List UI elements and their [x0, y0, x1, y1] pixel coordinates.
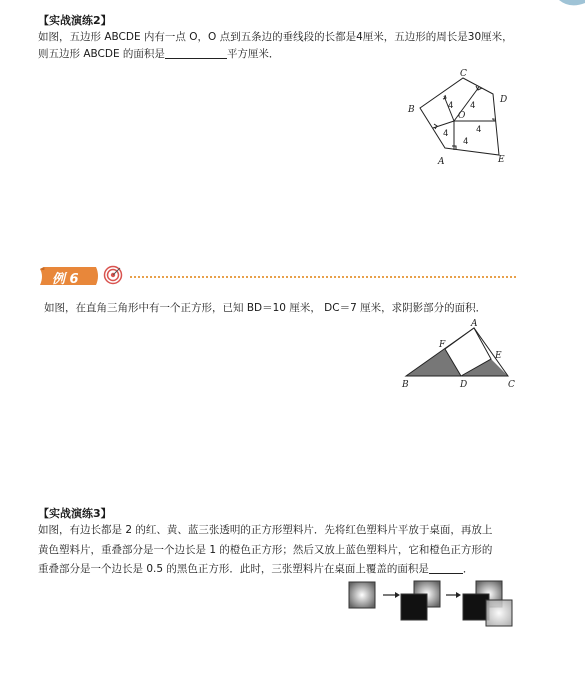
overlap-squares-figure: [346, 578, 518, 630]
example-label: 例 6: [52, 272, 79, 287]
length-4-a: 4: [448, 101, 454, 111]
label-A: A: [438, 157, 445, 167]
answer-blank: [429, 561, 463, 574]
practice2-line1: 如图，五边形 ABCDE 内有一点 O，O 点到五条边的垂线段的长都是4厘米，五边形的周长是30厘米，: [38, 31, 513, 43]
label-E: E: [498, 155, 505, 165]
arrow-icon: [446, 592, 461, 598]
arrow-icon: [383, 592, 400, 598]
blue-square: [486, 600, 512, 626]
length-4-d: 4: [443, 129, 449, 139]
target-icon: [103, 265, 123, 285]
practice2-line2: [38, 44, 279, 65]
length-4-e: 4: [463, 137, 469, 147]
pentagon-figure: [400, 64, 520, 176]
label-B: B: [402, 380, 409, 390]
dotted-divider: [130, 276, 516, 278]
corner-decoration: [555, 0, 585, 8]
label-B: B: [408, 105, 415, 115]
label-C: C: [460, 69, 467, 79]
practice3-line1: 如图，有边长都是 2 的红、黄、蓝三张透明的正方形塑料片．先将红色塑料片平放于桌面，再放上: [38, 524, 493, 536]
practice2-line2-b: 平方厘米．: [226, 48, 280, 60]
length-4-b: 4: [470, 101, 476, 111]
answer-blank: [165, 46, 227, 59]
red-square: [349, 582, 375, 608]
practice3-line2: 黄色塑料片，重叠部分是一个边长是 1 的橙色正方形；然后又放上蓝色塑料片，它和橙色正方形的: [38, 544, 493, 556]
label-C: C: [508, 380, 515, 390]
label-D: D: [500, 95, 508, 105]
practice2-line2-a: 则五边形 ABCDE 的面积是: [38, 48, 165, 60]
practice2-heading: 【实战演练2】: [38, 14, 112, 27]
length-4-c: 4: [476, 125, 482, 135]
triangle-figure: [398, 316, 520, 392]
practice3-line3-b: ．: [462, 563, 474, 575]
example6-text: 如图，在直角三角形中有一个正方形，已知 BD＝10 厘米， DC＝7 厘米，求阴影部分的面积．: [44, 302, 487, 314]
orange-overlap-square: [401, 594, 427, 620]
practice3-heading: 【实战演练3】: [38, 507, 112, 520]
label-D: D: [460, 380, 468, 390]
practice3-line3-a: 重叠部分是一个边长是 0.5 的黑色正方形．此时，三张塑料片在桌面上覆盖的面积是: [38, 563, 429, 575]
label-F: F: [439, 340, 446, 350]
label-A: A: [471, 319, 478, 329]
practice3-line3: [38, 559, 473, 580]
label-E: E: [495, 351, 502, 361]
label-O: O: [458, 111, 466, 121]
